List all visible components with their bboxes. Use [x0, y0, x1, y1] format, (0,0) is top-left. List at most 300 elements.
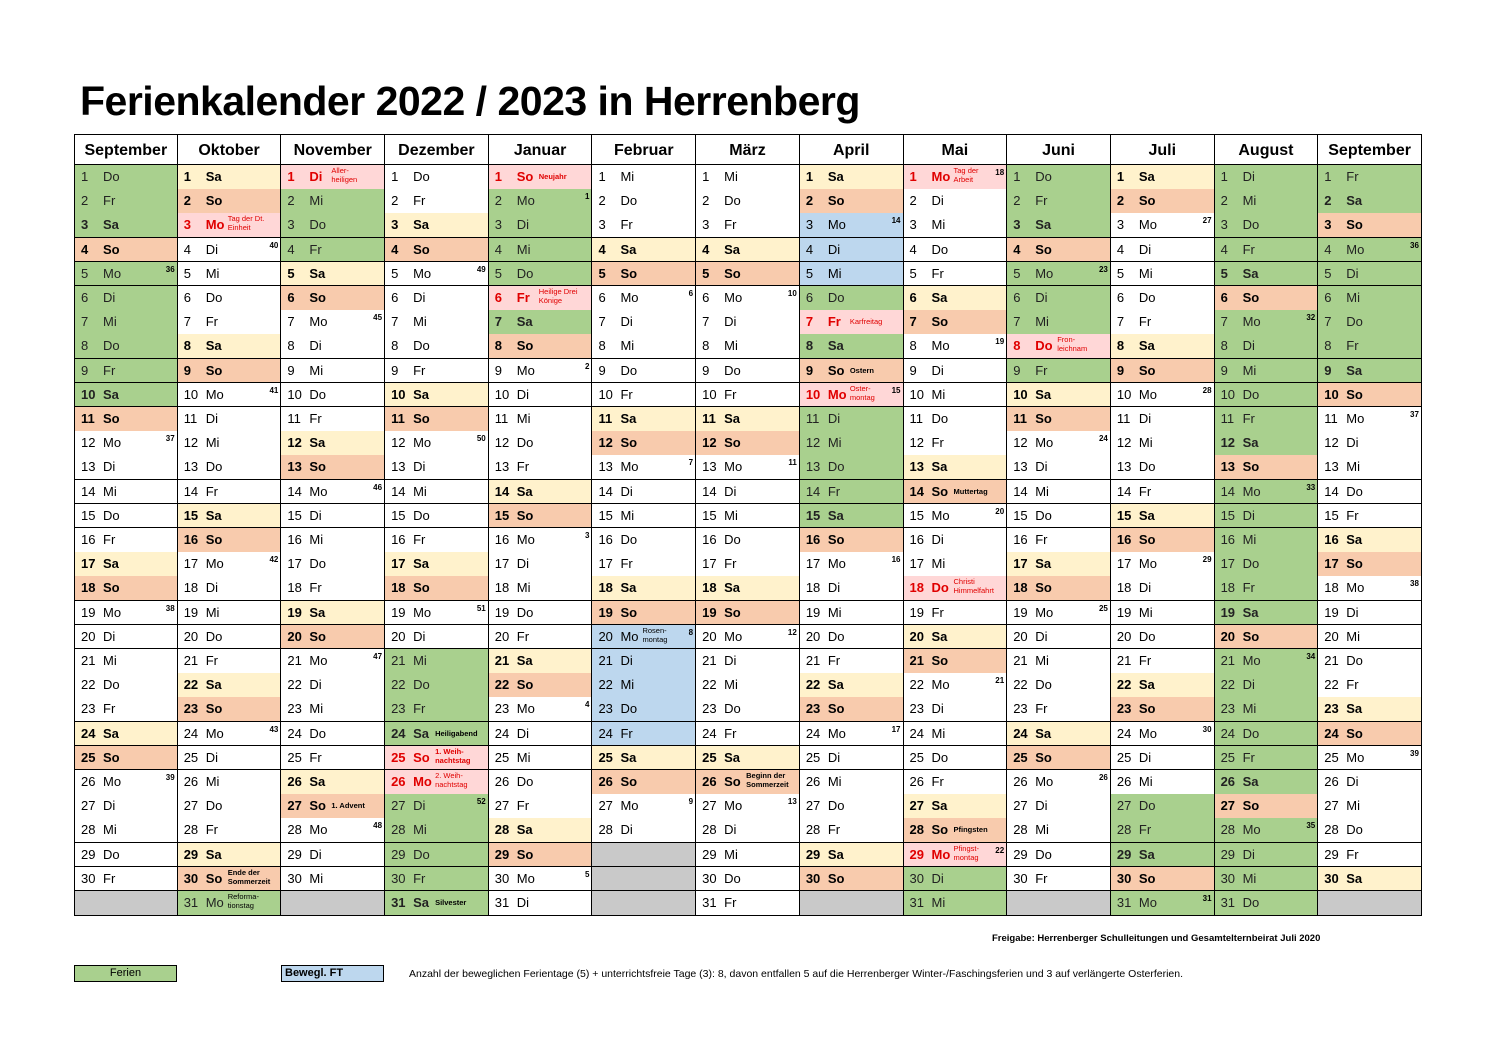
weekday: Do [205, 459, 223, 475]
weekday: Mi [931, 895, 946, 910]
day-number: 30 [702, 870, 717, 886]
weekday: Fr [1035, 870, 1048, 886]
weekday: Do [724, 193, 741, 209]
calendar-week: 4 [584, 700, 590, 710]
day-cell [1215, 262, 1319, 287]
calendar-week: 24 [1098, 434, 1108, 444]
day-cell [178, 770, 282, 795]
day-cell [904, 334, 1008, 359]
weekday: Di [620, 653, 633, 668]
calendar-week: 23 [1098, 264, 1108, 274]
weekday: Fr [620, 725, 633, 741]
day-number: 13 [1220, 459, 1236, 475]
day-number: 25 [287, 749, 302, 765]
weekday: Fr [827, 314, 841, 330]
weekday: Mo [1138, 217, 1157, 233]
day-cell [74, 262, 178, 287]
day-number: 16 [1324, 532, 1339, 547]
day-cell [1111, 334, 1215, 359]
day-number: 16 [81, 532, 96, 547]
day-cell [1007, 480, 1111, 505]
day-cell [178, 528, 282, 553]
day-note: Neujahr [538, 172, 567, 181]
day-cell [178, 867, 282, 892]
month-column [696, 134, 800, 913]
day-cell [800, 746, 904, 771]
day-cell [385, 794, 489, 819]
day-number: 14 [1116, 483, 1132, 499]
day-number: 28 [1116, 822, 1132, 838]
day-cell [74, 165, 178, 190]
weekday: Mo [413, 774, 432, 789]
day-cell [74, 697, 178, 722]
day-cell [1215, 649, 1319, 674]
day-number: 20 [1013, 628, 1028, 644]
weekday: Sa [1242, 774, 1259, 789]
weekday: Sa [931, 459, 948, 475]
day-number: 25 [494, 749, 510, 765]
day-number: 12 [702, 435, 717, 451]
weekday: Di [309, 507, 322, 523]
weekday: Mi [516, 580, 531, 596]
day-cell [904, 238, 1008, 263]
day-note: Pfingsten [953, 825, 988, 835]
day-number: 19 [1116, 604, 1132, 620]
day-cell [1111, 528, 1215, 553]
weekday: Sa [1035, 386, 1052, 402]
weekday: Do [724, 701, 741, 717]
calendar-week: 32 [1306, 313, 1316, 323]
day-number: 15 [391, 507, 406, 523]
day-note: Aller- heiligen [331, 166, 358, 184]
weekday: Mi [309, 532, 324, 547]
day-number: 3 [1116, 217, 1125, 233]
day-number: 3 [391, 217, 399, 233]
day-cell [1318, 770, 1422, 795]
month-column [904, 134, 1008, 913]
month-header: Juni [1007, 134, 1111, 165]
day-cell [178, 891, 282, 916]
day-cell [1111, 794, 1215, 819]
day-cell [904, 770, 1008, 795]
day-number: 8 [598, 338, 606, 354]
day-cell [1318, 455, 1422, 480]
day-number: 21 [1013, 653, 1028, 668]
day-number: 13 [1116, 459, 1132, 475]
day-cell [489, 576, 593, 601]
day-number: 17 [183, 556, 199, 572]
day-number: 18 [598, 580, 613, 596]
weekday: Do [1035, 677, 1052, 693]
day-cell [1007, 213, 1111, 238]
month-header: Juli [1111, 134, 1215, 165]
day-cell [904, 359, 1008, 384]
weekday: Sa [724, 411, 741, 426]
weekday: So [413, 749, 430, 765]
day-number: 28 [183, 822, 199, 838]
day-cell [1007, 504, 1111, 529]
day-number: 22 [1220, 677, 1236, 693]
weekday: Mi [1242, 870, 1257, 886]
day-number: 18 [702, 580, 717, 596]
weekday: So [516, 338, 534, 354]
day-number: 16 [598, 532, 613, 547]
empty-cell [592, 843, 696, 868]
weekday: Sa [1346, 701, 1363, 717]
day-number: 19 [1013, 604, 1028, 620]
day-number: 5 [494, 265, 502, 281]
day-number: 28 [494, 822, 510, 838]
weekday: Mi [827, 604, 842, 620]
weekday: Di [413, 798, 426, 814]
weekday: Mo [103, 774, 122, 789]
weekday: Di [724, 483, 737, 499]
empty-cell [592, 891, 696, 916]
month-header: August [1215, 134, 1319, 165]
day-cell [1111, 504, 1215, 529]
day-cell [1111, 286, 1215, 311]
weekday: Fr [516, 628, 530, 644]
day-cell [1111, 552, 1215, 577]
calendar-week: 48 [373, 821, 383, 831]
day-number: 23 [287, 701, 302, 717]
day-cell [385, 843, 489, 868]
day-number: 10 [391, 386, 406, 402]
calendar-week: 50 [476, 434, 486, 444]
day-cell [800, 286, 904, 311]
day-cell [281, 625, 385, 650]
weekday: Sa [724, 580, 741, 596]
weekday: Do [1242, 556, 1260, 572]
day-cell [1215, 213, 1319, 238]
weekday: Di [413, 290, 426, 305]
weekday: Fr [724, 725, 737, 741]
weekday: Mo [1035, 774, 1054, 789]
day-cell [1111, 383, 1215, 408]
day-number: 26 [805, 774, 821, 789]
weekday: Fr [205, 314, 218, 330]
day-cell [74, 649, 178, 674]
day-number: 11 [598, 411, 613, 426]
weekday: Sa [1138, 677, 1155, 693]
month-header: Oktober [178, 134, 282, 165]
day-number: 22 [183, 677, 199, 693]
weekday: So [620, 774, 638, 789]
day-cell [74, 189, 178, 214]
weekday: Fr [1035, 532, 1048, 547]
day-note: Beginn der Sommerzeit [746, 771, 789, 789]
day-number: 2 [494, 193, 502, 209]
day-cell [696, 431, 800, 456]
day-cell [800, 262, 904, 287]
weekday: Sa [205, 338, 222, 354]
weekday: Di [516, 386, 530, 402]
day-number: 8 [1013, 338, 1021, 354]
day-cell [281, 746, 385, 771]
weekday: Mo [413, 435, 432, 451]
day-note: Muttertag [953, 486, 988, 496]
day-cell [1215, 310, 1319, 335]
weekday: Mo [205, 556, 224, 572]
weekday: Do [516, 774, 534, 789]
calendar-week: 10 [787, 289, 797, 298]
day-number: 13 [598, 459, 613, 475]
day-number: 20 [702, 628, 717, 644]
day-cell [1007, 455, 1111, 480]
day-number: 10 [598, 386, 613, 402]
day-number: 6 [909, 290, 917, 305]
day-number: 30 [81, 870, 96, 886]
day-number: 13 [287, 459, 302, 475]
day-number: 11 [1116, 411, 1131, 426]
weekday: Mo [1138, 386, 1157, 402]
day-cell [74, 480, 178, 505]
weekday: So [1346, 386, 1363, 402]
day-number: 16 [909, 532, 924, 547]
weekday: Do [1035, 507, 1052, 523]
day-number: 15 [805, 507, 821, 523]
day-number: 19 [183, 604, 199, 620]
weekday: Di [1346, 604, 1359, 620]
day-number: 25 [805, 749, 821, 765]
calendar-week: 26 [1098, 773, 1108, 782]
weekday: Mi [1242, 532, 1257, 547]
weekday: Do [827, 798, 845, 814]
weekday: Fr [724, 895, 737, 910]
day-number: 22 [1116, 677, 1132, 693]
day-number: 23 [1116, 701, 1132, 717]
day-cell [281, 673, 385, 698]
day-cell [592, 189, 696, 214]
weekday: Di [724, 653, 737, 668]
weekday: Fr [413, 362, 426, 378]
day-number: 30 [909, 870, 924, 886]
day-cell [1111, 431, 1215, 456]
day-number: 23 [81, 701, 96, 717]
day-cell [904, 431, 1008, 456]
day-cell [281, 359, 385, 384]
day-number: 26 [183, 774, 199, 789]
weekday: Sa [620, 749, 637, 765]
day-number: 26 [287, 774, 302, 789]
weekday: So [931, 314, 949, 330]
day-cell [1111, 722, 1215, 747]
day-number: 31 [909, 895, 924, 910]
day-cell [1111, 576, 1215, 601]
weekday: Do [103, 846, 120, 862]
day-number: 11 [81, 411, 95, 426]
weekday: Do [1346, 822, 1363, 838]
day-number: 30 [1116, 870, 1132, 886]
weekday: Mi [413, 653, 427, 668]
day-cell [489, 238, 593, 263]
day-number: 13 [391, 459, 406, 475]
day-cell [592, 480, 696, 505]
day-cell [385, 697, 489, 722]
day-cell [696, 407, 800, 432]
day-number: 7 [81, 314, 89, 330]
day-cell [281, 818, 385, 843]
day-number: 11 [805, 411, 820, 426]
weekday: Do [1138, 798, 1156, 814]
weekday: Fr [1138, 822, 1152, 838]
day-number: 4 [183, 241, 191, 257]
day-number: 6 [805, 290, 814, 305]
day-number: 29 [1116, 846, 1132, 862]
day-cell [696, 455, 800, 480]
day-cell [1318, 383, 1422, 408]
day-cell [74, 722, 178, 747]
weekday: Sa [205, 507, 222, 523]
weekday: Di [1035, 628, 1048, 644]
day-number: 4 [909, 241, 917, 257]
calendar-week: 36 [165, 264, 175, 274]
day-cell [904, 286, 1008, 311]
day-cell [1318, 867, 1422, 892]
day-cell [385, 431, 489, 456]
weekday: Mi [205, 774, 220, 789]
weekday: Mi [1242, 362, 1257, 378]
weekday: So [205, 362, 223, 378]
day-number: 29 [909, 846, 924, 862]
day-cell [800, 794, 904, 819]
page-title: Ferienkalender 2022 / 2023 in Herrenberg [80, 78, 860, 124]
calendar-week: 51 [476, 603, 486, 613]
day-cell [1007, 625, 1111, 650]
day-cell [74, 431, 178, 456]
weekday: So [931, 483, 949, 499]
weekday: Sa [1035, 217, 1052, 233]
day-cell [178, 213, 282, 238]
day-number: 18 [909, 580, 924, 596]
day-cell [281, 213, 385, 238]
weekday: Fr [724, 217, 737, 233]
day-number: 2 [287, 193, 295, 209]
weekday: Mo [103, 604, 122, 620]
day-number: 14 [805, 483, 821, 499]
day-number: 21 [494, 653, 510, 668]
day-cell [1318, 286, 1422, 311]
weekday: Di [827, 241, 841, 257]
weekday: Di [931, 193, 944, 209]
day-number: 1 [183, 169, 191, 184]
calendar-week: 25 [1098, 603, 1108, 613]
day-cell [385, 383, 489, 408]
day-cell [592, 286, 696, 311]
day-cell [1111, 213, 1215, 238]
day-number: 14 [1220, 483, 1236, 499]
day-note: Rosen- montag [642, 625, 668, 644]
weekday: Sa [205, 677, 222, 693]
day-number: 7 [1324, 314, 1332, 330]
day-cell [592, 697, 696, 722]
day-number: 11 [702, 411, 716, 426]
day-number: 17 [909, 556, 924, 572]
weekday: Sa [1138, 169, 1155, 184]
day-cell [696, 213, 800, 238]
weekday: Mi [1346, 628, 1360, 644]
day-number: 23 [805, 701, 821, 717]
day-cell [281, 262, 385, 287]
month-column [385, 134, 489, 913]
day-cell [800, 601, 904, 626]
day-cell [1318, 601, 1422, 626]
day-cell [178, 697, 282, 722]
weekday: Sa [931, 628, 948, 644]
weekday: Fr [1346, 169, 1359, 184]
weekday: Fr [309, 749, 322, 765]
day-number: 4 [494, 241, 502, 257]
day-number: 9 [81, 362, 89, 378]
weekday: Fr [516, 798, 530, 814]
day-number: 9 [183, 362, 191, 378]
weekday: Di [516, 217, 530, 233]
calendar-week: 37 [1410, 410, 1419, 419]
weekday: Do [1138, 459, 1156, 475]
day-number: 1 [1116, 169, 1125, 184]
calendar-week: 19 [995, 337, 1005, 347]
calendar-week: 16 [891, 555, 901, 565]
weekday: Mi [931, 556, 946, 572]
weekday: Di [827, 411, 841, 426]
weekday: Do [413, 507, 430, 523]
weekday: So [827, 701, 845, 717]
day-number: 22 [909, 677, 924, 693]
day-number: 26 [598, 774, 613, 789]
weekday: So [1242, 459, 1260, 475]
day-number: 1 [702, 169, 710, 184]
day-number: 20 [81, 628, 96, 644]
day-cell [178, 431, 282, 456]
weekday: Mi [309, 701, 324, 717]
day-cell [74, 673, 178, 698]
weekday: Mi [931, 725, 946, 741]
weekday: Do [413, 846, 430, 862]
day-number: 20 [391, 628, 406, 644]
weekday: Fr [1346, 338, 1359, 354]
day-number: 2 [702, 193, 710, 209]
day-number: 6 [1324, 290, 1332, 305]
day-number: 13 [909, 459, 924, 475]
day-number: 14 [81, 483, 96, 499]
day-cell [696, 649, 800, 674]
weekday: Mi [309, 193, 324, 209]
calendar-week: 39 [165, 773, 175, 782]
day-number: 1 [1013, 169, 1021, 184]
day-number: 6 [1220, 290, 1228, 305]
weekday: Fr [1242, 411, 1255, 426]
day-number: 28 [805, 822, 821, 838]
day-cell [904, 746, 1008, 771]
calendar-week: 20 [995, 506, 1005, 516]
day-cell [1007, 794, 1111, 819]
day-number: 7 [183, 314, 191, 330]
day-number: 27 [702, 798, 717, 814]
weekday: Mo [1346, 241, 1365, 257]
day-cell [1007, 722, 1111, 747]
day-cell [1007, 552, 1111, 577]
day-cell [1111, 601, 1215, 626]
weekday: Mo [516, 193, 535, 209]
day-number: 25 [81, 749, 96, 765]
day-number: 22 [391, 677, 406, 693]
day-number: 4 [287, 241, 295, 257]
day-cell [178, 625, 282, 650]
weekday: Fr [516, 459, 530, 475]
day-number: 16 [391, 532, 406, 547]
day-number: 10 [1324, 386, 1339, 402]
weekday: Sa [516, 653, 533, 668]
